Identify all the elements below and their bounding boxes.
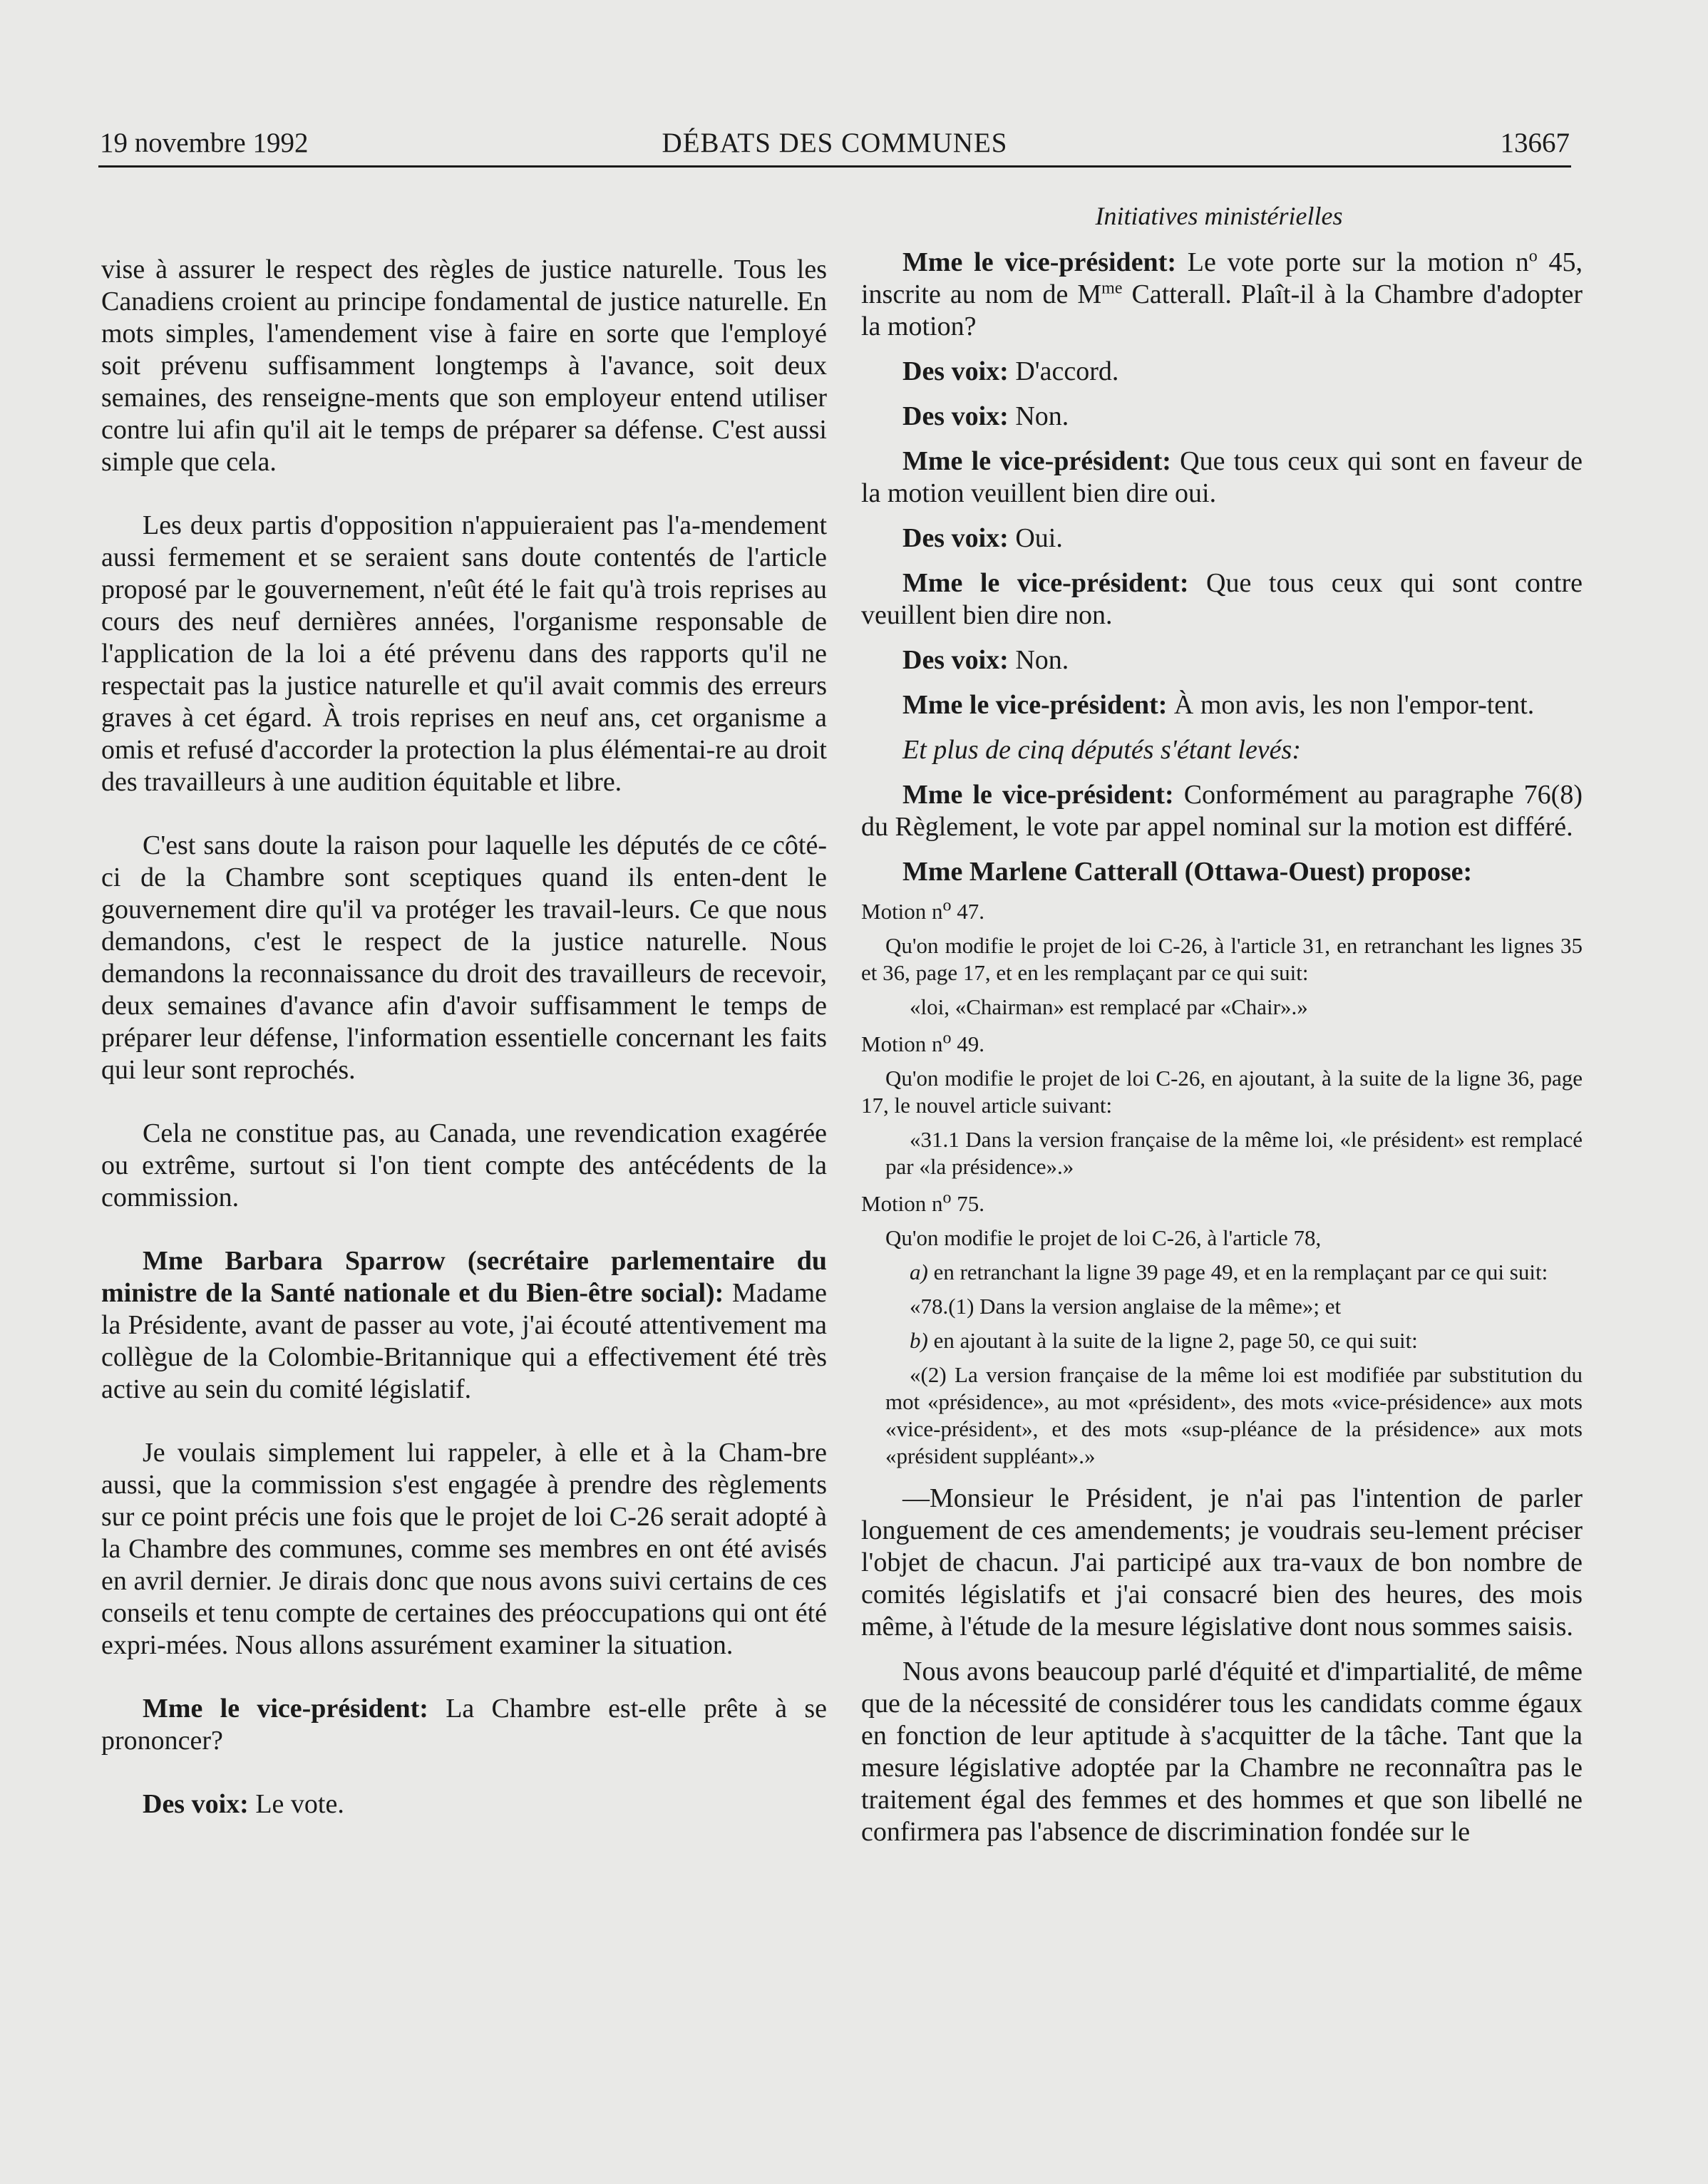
speech-text: propose: bbox=[1372, 857, 1473, 887]
speech-text: Non. bbox=[1015, 645, 1069, 675]
speaker-name: Mme le vice-président: bbox=[902, 690, 1168, 720]
speech-block bbox=[861, 522, 1583, 555]
motion-label-text: Motion n bbox=[861, 899, 943, 924]
paragraph: Nous avons beaucoup parlé d'équité et d'impartialité, de même que de la nécessité de considérer tous les candidats comme égaux en fonction de leur aptitude à s'acquitter de la tâche. Tant que la mesure législative adoptée par la Chambre ne reconnaîtra pas le traitement égal des femmes et des hommes et que son libellé ne confirmera pas l'absence de discrimination fondée sur le bbox=[861, 1657, 1583, 1847]
speech-block bbox=[861, 567, 1583, 632]
superscript: o bbox=[942, 896, 952, 915]
motion-number: 47. bbox=[951, 899, 985, 924]
motion-text: Qu'on modifie le projet de loi C-26, à l'article 78, bbox=[885, 1225, 1322, 1250]
speech-text: Non. bbox=[1015, 401, 1069, 431]
motion-label-text: Motion n bbox=[861, 1031, 943, 1056]
motion-label bbox=[861, 1190, 1583, 1217]
right-column bbox=[861, 247, 1583, 1848]
header-page-number: 13667 bbox=[1500, 128, 1570, 158]
paragraph: —Monsieur le Président, je n'ai pas l'intention de parler longuement de ces amendements; je voudrais seu-lement préciser l'objet de chacun. J'ai participé aux tra-vaux de bon nombre de comités législatifs et j'ai consacré bien des heures, des mois même, à l'étude de la mesure législative dont nous sommes saisis. bbox=[861, 1483, 1583, 1642]
speech-block bbox=[861, 247, 1583, 343]
motion-quote: «31.1 Dans la version française de la même loi, «le président» est remplacé par «la présidence».» bbox=[885, 1127, 1583, 1179]
speech-block bbox=[861, 779, 1583, 843]
speech-block bbox=[101, 1788, 827, 1820]
speaker-name: Des voix: bbox=[143, 1789, 249, 1819]
motion-subitem bbox=[861, 1259, 1583, 1286]
subitem-marker: b) bbox=[910, 1328, 928, 1353]
speech-text: Que tous ceux qui sont contre veuillent bien dire non. bbox=[861, 568, 1583, 630]
speech-text: D'accord. bbox=[1015, 356, 1119, 386]
paragraph: Les deux partis d'opposition n'appuieraient pas l'a-mendement aussi fermement et se seraient sans doute contentés de l'article proposé par le gouvernement, n'eût été le fait qu'à trois reprises au cours des neuf dernières années, l'organisme responsable de l'application de la loi a été prévenu dans des rapports qu'il ne respectait pas la justice naturelle et qu'il avait commis des erreurs graves à cet égard. À trois reprises en neuf ans, cet organisme a omis et refusé d'accorder la protection la plus élémentai-re au droit des travailleurs à une audition équitable et libre. bbox=[101, 510, 827, 797]
motion-proposer bbox=[861, 856, 1583, 888]
paragraph: Cela ne constitue pas, au Canada, une revendication exagérée ou extrême, surtout si l'on tient compte des antécédents de la commission. bbox=[101, 1118, 827, 1212]
speech-text: À mon avis, les non l'empor-tent. bbox=[1173, 690, 1535, 720]
motions-block bbox=[861, 898, 1583, 1470]
motion-number: 75. bbox=[951, 1191, 985, 1216]
speaker-name: Mme Marlene Catterall (Ottawa-Ouest) bbox=[902, 857, 1365, 887]
left-column bbox=[101, 254, 827, 1820]
speech-block bbox=[861, 445, 1583, 510]
speaker-name: Mme Barbara Sparrow (secrétaire parlementaire du ministre de la Santé nationale et du Bien-être social): bbox=[101, 1246, 827, 1308]
motion-quote: «(2) La version française de la même loi est modifiée par substitution du mot «présidence», au mot «président», des mots «vice-présidence» aux mots «vice-président», et des mots «sup-pléance de la présidence» aux mots «président suppléant».» bbox=[885, 1362, 1583, 1468]
speech-block bbox=[861, 356, 1583, 388]
speech-text: Que tous ceux qui sont en faveur de la motion veuillent bien dire oui. bbox=[861, 446, 1583, 508]
section-subheader: Initiatives ministérielles bbox=[1095, 202, 1343, 230]
motion-label bbox=[861, 1031, 1583, 1058]
speech-block bbox=[861, 644, 1583, 676]
motion-quote: «loi, «Chairman» est remplacé par «Chair».» bbox=[910, 994, 1308, 1019]
superscript: o bbox=[942, 1188, 952, 1207]
speaker-name: Mme le vice-président: bbox=[902, 247, 1176, 277]
motion-quote: «78.(1) Dans la version anglaise de la même»; et bbox=[910, 1294, 1342, 1319]
paragraph: C'est sans doute la raison pour laquelle les députés de ce côté-ci de la Chambre sont sceptiques quand ils enten-dent le gouvernement dire qu'il va protéger les travail-leurs. Ce que nous demandons, c'est le respect de la justice naturelle. Nous demandons la reconnaissance du droit des travailleurs de recevoir, deux semaines d'avance afin d'avoir suffisamment le temps de préparer leur défense, l'information essentielle concernant les faits qui leur sont reprochés. bbox=[101, 830, 827, 1085]
paragraph: vise à assurer le respect des règles de justice naturelle. Tous les Canadiens croient au principe fondamental de justice naturelle. En mots simples, l'amendement vise à faire en sorte que l'employé soit prévenu suffisamment longtemps à l'avance, soit deux semaines, des renseigne-ments que son employeur entend utiliser contre lui afin qu'il ait le temps de préparer sa défense. C'est aussi simple que cela. bbox=[101, 254, 827, 477]
speech-block bbox=[861, 401, 1583, 433]
speech-text: Le vote porte sur la motion n bbox=[1187, 247, 1529, 277]
speaker-name: Des voix: bbox=[902, 523, 1009, 553]
superscript: o bbox=[1528, 247, 1538, 266]
speaker-name: Mme le vice-président: bbox=[902, 568, 1189, 598]
speech-text: La Chambre est-elle prête à se prononcer? bbox=[101, 1694, 828, 1756]
motion-label bbox=[861, 898, 1583, 925]
page-header bbox=[98, 125, 1571, 168]
speech-text: Madame la Présidente, avant de passer au vote, j'ai écouté attentivement ma collègue de la Colombie-Britannique qui a effectivement été très active au sein du comité législatif. bbox=[101, 1278, 827, 1404]
speech-block bbox=[101, 1693, 827, 1757]
speaker-name: Mme le vice-président: bbox=[143, 1694, 428, 1724]
speaker-name: Mme le vice-président: bbox=[902, 780, 1174, 810]
speaker-name: Mme le vice-président: bbox=[902, 446, 1171, 476]
motion-subitem bbox=[861, 1327, 1583, 1354]
speech-text: 45, inscrite au nom de M bbox=[861, 247, 1583, 309]
motion-text: Qu'on modifie le projet de loi C-26, en ajoutant, à la suite de la ligne 36, page 17, le nouvel article suivant: bbox=[861, 1066, 1583, 1118]
speech-text: Conformément au paragraphe 76(8) du Règlement, le vote par appel nominal sur la motion est différé. bbox=[861, 780, 1583, 842]
superscript: o bbox=[942, 1029, 952, 1048]
speech-text: Oui. bbox=[1015, 523, 1063, 553]
speaker-name: Des voix: bbox=[902, 645, 1009, 675]
motion-text: Qu'on modifie le projet de loi C-26, à l'article 31, en retranchant les lignes 35 et 36, page 17, et en les remplaçant par ce qui suit: bbox=[861, 933, 1583, 985]
speech-block bbox=[861, 689, 1583, 721]
speech-text: Le vote. bbox=[255, 1789, 344, 1819]
motion-label-text: Motion n bbox=[861, 1191, 943, 1216]
header-title: DÉBATS DES COMMUNES bbox=[662, 128, 1008, 158]
subitem-marker: a) bbox=[910, 1260, 928, 1284]
subitem-text: en retranchant la ligne 39 page 49, et en la remplaçant par ce qui suit: bbox=[927, 1260, 1548, 1284]
speaker-name: Des voix: bbox=[902, 356, 1009, 386]
speech-text: Catterall. Plaît-il à la Chambre d'adopter la motion? bbox=[861, 279, 1583, 341]
speech-block bbox=[101, 1245, 827, 1406]
stage-direction: Et plus de cinq députés s'étant levés: bbox=[902, 735, 1301, 765]
superscript: me bbox=[1101, 279, 1123, 298]
subitem-text: en ajoutant à la suite de la ligne 2, page 50, ce qui suit: bbox=[927, 1328, 1418, 1353]
speaker-name: Des voix: bbox=[902, 401, 1009, 431]
motion-number: 49. bbox=[951, 1031, 985, 1056]
paragraph: Je voulais simplement lui rappeler, à elle et à la Cham-bre aussi, que la commission s'est engagée à prendre des règlements sur ce point précis une fois que le projet de loi C-26 serait adopté à la Chambre des communes, comme ses membres en ont été avisés en avril dernier. Je dirais donc que nous avons suivi certains de ces conseils et tenu compte de certaines des préoccupations qui ont été expri-mées. Nous allons assurément examiner la situation. bbox=[101, 1438, 827, 1660]
header-date: 19 novembre 1992 bbox=[100, 128, 309, 158]
